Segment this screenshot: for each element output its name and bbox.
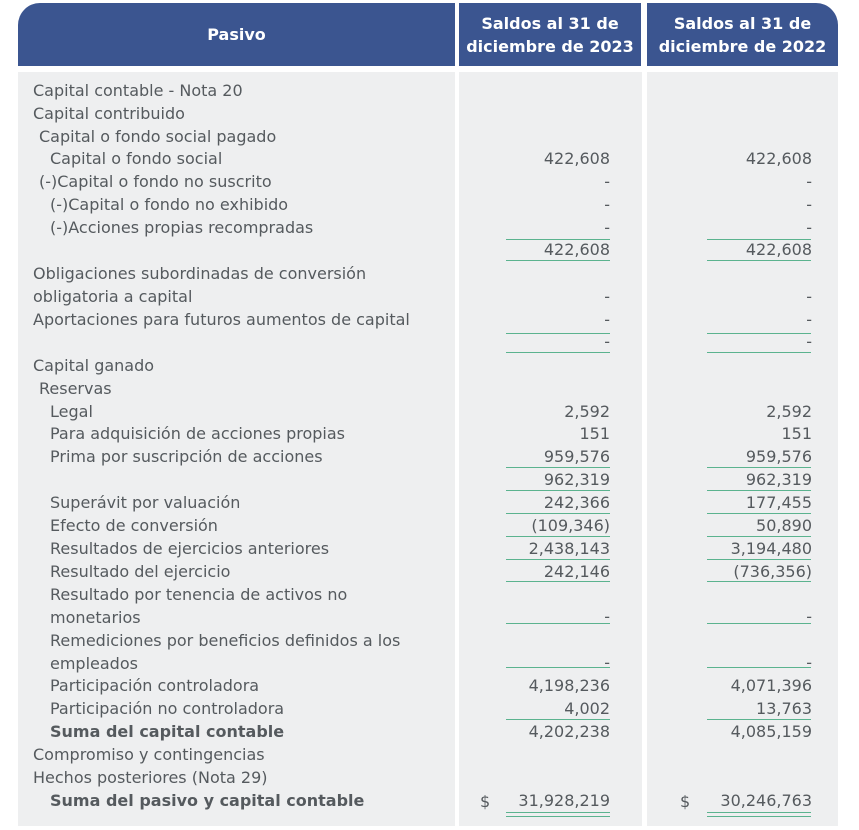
rule-line [707, 490, 811, 491]
value-2023-grand-total: 31,928,219 [518, 791, 610, 810]
value-2022-subtotal: 422,608 [745, 240, 812, 259]
row-label-grand-total: Suma del pasivo y capital contable [50, 791, 365, 810]
rule-line [707, 667, 811, 668]
rule-line [506, 559, 610, 560]
row-label: Aportaciones para futuros aumentos de capital [33, 310, 410, 329]
value-2022: 177,455 [745, 493, 812, 512]
value-2023: - [604, 195, 610, 214]
value-2023: 242,146 [543, 562, 610, 581]
header-pasivo-label: Pasivo [207, 25, 266, 44]
value-2023: - [604, 218, 610, 237]
value-2022-subtotal: - [806, 332, 812, 351]
rule-line [506, 536, 610, 537]
row-label: Hechos posteriores (Nota 29) [33, 768, 268, 787]
rule-line [506, 260, 610, 261]
value-2022: 13,763 [756, 699, 812, 718]
row-label: Capital contribuido [33, 104, 185, 123]
value-2022-total: 4,085,159 [730, 722, 812, 741]
value-2023: 2,438,143 [528, 539, 610, 558]
rule-line [506, 467, 610, 468]
value-2022: - [806, 607, 812, 626]
value-2023: (109,346) [531, 516, 610, 535]
row-label: Prima por suscripción de acciones [50, 447, 323, 466]
rule-line [707, 623, 811, 624]
rule-line [506, 333, 610, 334]
rule-line-double [707, 812, 811, 813]
value-2022-grand-total: 30,246,763 [720, 791, 812, 810]
value-2023: - [604, 310, 610, 329]
value-2022: 2,592 [766, 402, 812, 421]
rule-line [707, 581, 811, 582]
header-2022-label: Saldos al 31 de diciembre de 2022 [658, 13, 827, 56]
rule-line [506, 352, 610, 353]
value-2023: 4,198,236 [528, 676, 610, 695]
value-2022: - [806, 195, 812, 214]
rule-line [707, 513, 811, 514]
rule-line [707, 352, 811, 353]
rule-line [707, 333, 811, 334]
row-label: Capital contable - Nota 20 [33, 81, 243, 100]
value-2023: - [604, 172, 610, 191]
rule-line [506, 719, 610, 720]
value-2022: - [806, 287, 812, 306]
rule-line [707, 719, 811, 720]
rule-line [707, 536, 811, 537]
row-label: Participación no controladora [50, 699, 285, 718]
header-2022 [647, 3, 838, 66]
rule-line [506, 581, 610, 582]
header-2023-label: Saldos al 31 de diciembre de 2023 [466, 13, 634, 56]
value-2022: - [806, 218, 812, 237]
row-label: Resultado del ejercicio [50, 562, 231, 581]
row-label: Capital o fondo social [50, 149, 223, 168]
value-2022: - [806, 653, 812, 672]
rule-line-double [506, 812, 610, 813]
row-label: Efecto de conversión [50, 516, 218, 535]
row-label: Superávit por valuación [50, 493, 241, 512]
value-2022: 422,608 [745, 149, 812, 168]
row-label: Resultado por tenencia de activos no [50, 585, 348, 604]
rule-line-double [506, 816, 610, 817]
rule-line [506, 490, 610, 491]
row-label: Capital o fondo social pagado [39, 127, 277, 146]
value-2023: - [604, 653, 610, 672]
value-2022: 151 [781, 424, 812, 443]
row-label: Compromiso y contingencias [33, 745, 265, 764]
row-label: Legal [50, 402, 93, 421]
row-label: Capital ganado [33, 356, 155, 375]
row-label: Participación controladora [50, 676, 260, 695]
row-label: (-)Capital o fondo no exhibido [50, 195, 289, 214]
value-2023: 242,366 [543, 493, 610, 512]
value-2023-subtotal: - [604, 332, 610, 351]
header-pasivo [18, 3, 455, 66]
value-2022: - [806, 172, 812, 191]
row-label: Para adquisición de acciones propias [50, 424, 345, 443]
row-label: Remediciones por beneficios definidos a los [50, 631, 401, 650]
value-2022: 959,576 [745, 447, 812, 466]
value-2022: (736,356) [733, 562, 812, 581]
value-2023: 959,576 [543, 447, 610, 466]
currency-symbol-2023: $ [480, 792, 491, 811]
value-2023: 4,002 [564, 699, 610, 718]
value-2023-subtotal: 422,608 [543, 240, 610, 259]
rule-line [506, 239, 610, 240]
value-2022-subtotal: 962,319 [745, 470, 812, 489]
row-label: (-)Acciones propias recompradas [50, 218, 314, 237]
rule-line [506, 513, 610, 514]
value-2022: 4,071,396 [730, 676, 812, 695]
value-2023: - [604, 287, 610, 306]
currency-symbol-2022: $ [680, 792, 691, 811]
value-2023: - [604, 607, 610, 626]
rule-line-double [707, 816, 811, 817]
value-2023: 422,608 [543, 149, 610, 168]
value-2022: 50,890 [756, 516, 812, 535]
row-label: Obligaciones subordinadas de conversión [33, 264, 367, 283]
header-2023 [459, 3, 641, 66]
value-2022: 3,194,480 [730, 539, 812, 558]
rule-line [707, 239, 811, 240]
rule-line [707, 559, 811, 560]
value-2022: - [806, 310, 812, 329]
row-label: (-)Capital o fondo no suscrito [39, 172, 272, 191]
value-2023: 151 [579, 424, 610, 443]
row-label: empleados [50, 654, 138, 673]
row-label: Reservas [39, 379, 112, 398]
row-label: monetarios [50, 608, 141, 627]
row-label: obligatoria a capital [33, 287, 193, 306]
rule-line [707, 260, 811, 261]
value-2023-total: 4,202,238 [528, 722, 610, 741]
rule-line [506, 623, 610, 624]
value-2023: 2,592 [564, 402, 610, 421]
value-2023-subtotal: 962,319 [543, 470, 610, 489]
rule-line [506, 667, 610, 668]
row-label: Resultados de ejercicios anteriores [50, 539, 330, 558]
rule-line [707, 467, 811, 468]
row-label-total: Suma del capital contable [50, 722, 285, 741]
